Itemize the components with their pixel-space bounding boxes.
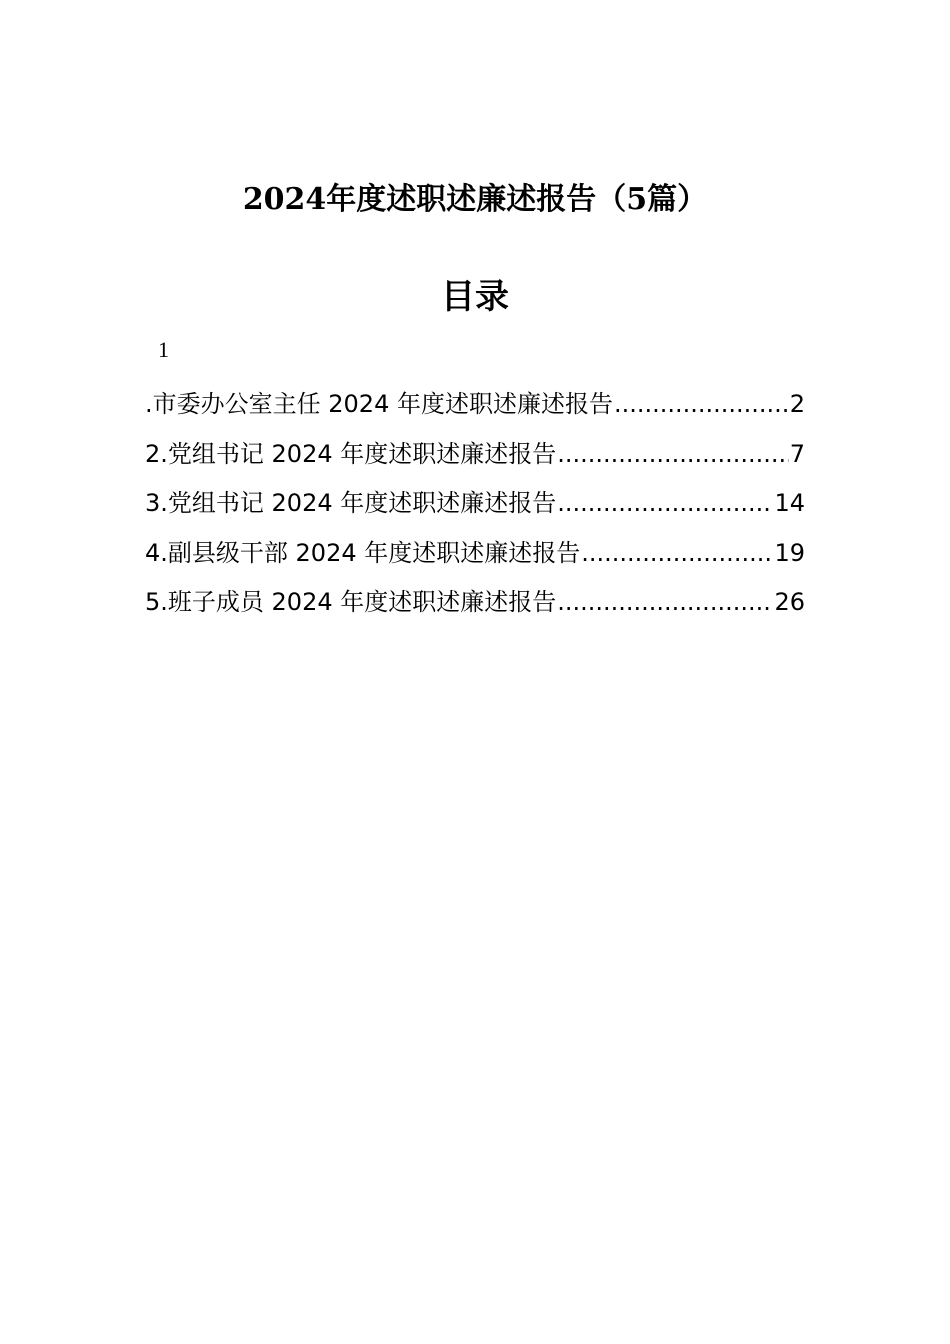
toc-entry-label: 5.班子成员 2024 年度述职述廉述报告 xyxy=(145,588,557,616)
table-of-contents xyxy=(145,380,805,628)
list-number: 1 xyxy=(158,337,169,362)
toc-entry[interactable] xyxy=(145,430,805,480)
toc-entry[interactable] xyxy=(145,380,805,430)
toc-page-number: 7 xyxy=(789,439,805,468)
toc-dot-leader xyxy=(557,578,773,628)
toc-entry-label: .市委办公室主任 2024 年度述职述廉述报告 xyxy=(145,390,613,418)
document-title: 2024年度述职述廉述报告（5篇） xyxy=(242,182,708,217)
toc-entry-label: 2.党组书记 2024 年度述职述廉述报告 xyxy=(145,439,557,468)
toc-page-number: 19 xyxy=(774,538,805,567)
toc-dot-leader xyxy=(581,529,773,579)
toc-entry-label: 4.副县级干部 2024 年度述职述廉述报告 xyxy=(145,538,581,567)
toc-entry-label: 3.党组书记 2024 年度述职述廉述报告 xyxy=(145,489,557,517)
toc-heading: 目录 xyxy=(441,277,509,317)
toc-entry[interactable] xyxy=(145,529,805,579)
toc-page-number: 14 xyxy=(774,489,805,517)
toc-page-number: 26 xyxy=(774,588,805,616)
toc-dot-leader xyxy=(557,430,788,480)
toc-entry[interactable] xyxy=(145,578,805,628)
toc-dot-leader xyxy=(557,479,773,529)
toc-dot-leader xyxy=(614,380,789,430)
toc-page-number: 2 xyxy=(789,390,805,418)
toc-entry[interactable] xyxy=(145,479,805,529)
